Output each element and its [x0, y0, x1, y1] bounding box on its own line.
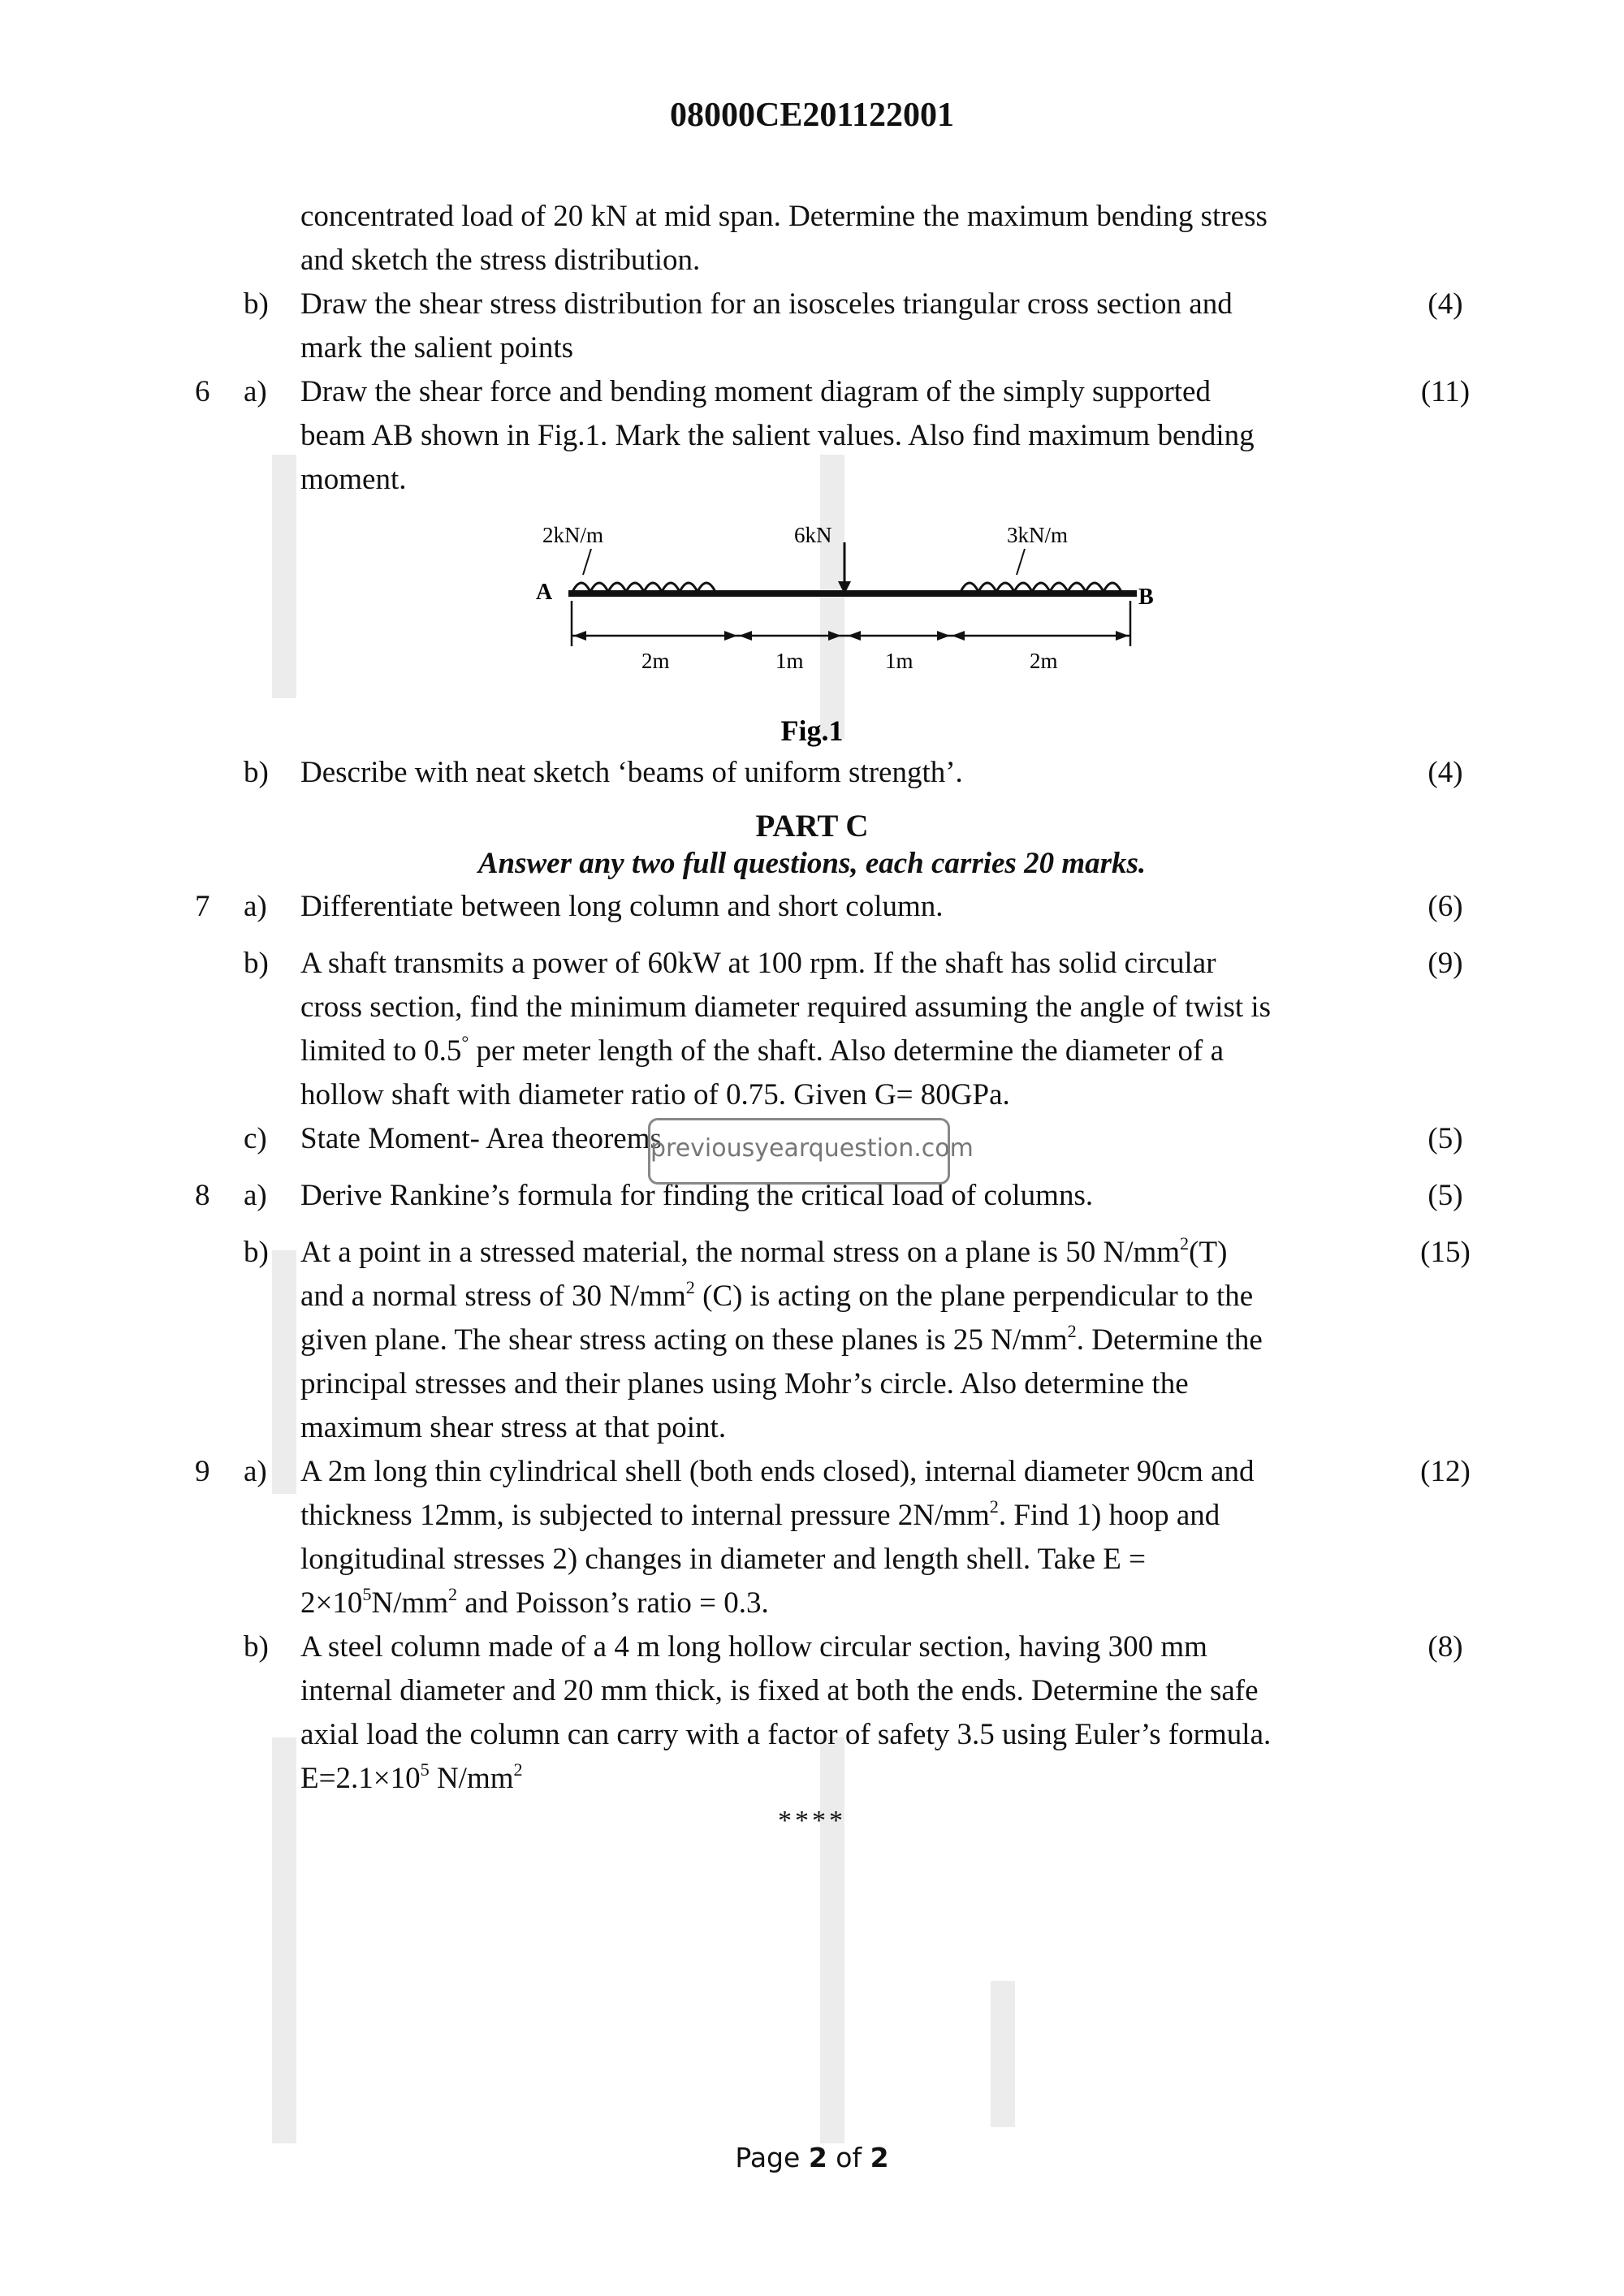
page-footer [0, 2142, 1624, 2173]
support-b-label: B [1138, 585, 1154, 610]
load-left-label: 2kN/m [542, 523, 604, 547]
paper-code: 08000CE201122001 [669, 97, 955, 134]
figure-caption: Fig.1 [780, 714, 844, 747]
end-of-paper-mark: **** [778, 1806, 846, 1836]
dimension-label: 1m [775, 649, 804, 673]
load-right-leader [1017, 549, 1025, 575]
page-word: Page [735, 2142, 801, 2173]
dim-arrowhead [937, 631, 950, 641]
dim-arrowhead [848, 631, 861, 641]
point-load-label: 6kN [794, 523, 832, 547]
dim-arrowhead [952, 631, 965, 641]
site-watermark-stamp: previousyearquestion.com [648, 1118, 950, 1185]
dimension-label: 1m [885, 649, 914, 673]
current-page: 2 [808, 2142, 827, 2173]
dim-arrowhead [724, 631, 737, 641]
load-left-leader [583, 549, 591, 575]
dimension-label: 2m [641, 649, 670, 673]
dim-arrowhead [739, 631, 752, 641]
of-word: of [836, 2142, 862, 2173]
dim-arrowhead [1116, 631, 1129, 641]
part-c-instruction: Answer any two full questions, each carries 20 marks. [477, 847, 1147, 880]
dimension-label: 2m [1030, 649, 1058, 673]
total-pages: 2 [870, 2142, 889, 2173]
load-right-label: 3kN/m [1007, 523, 1069, 547]
part-c-title: PART C [755, 809, 869, 844]
support-a-label: A [536, 580, 553, 605]
dim-arrowhead [828, 631, 841, 641]
dim-arrowhead [573, 631, 586, 641]
